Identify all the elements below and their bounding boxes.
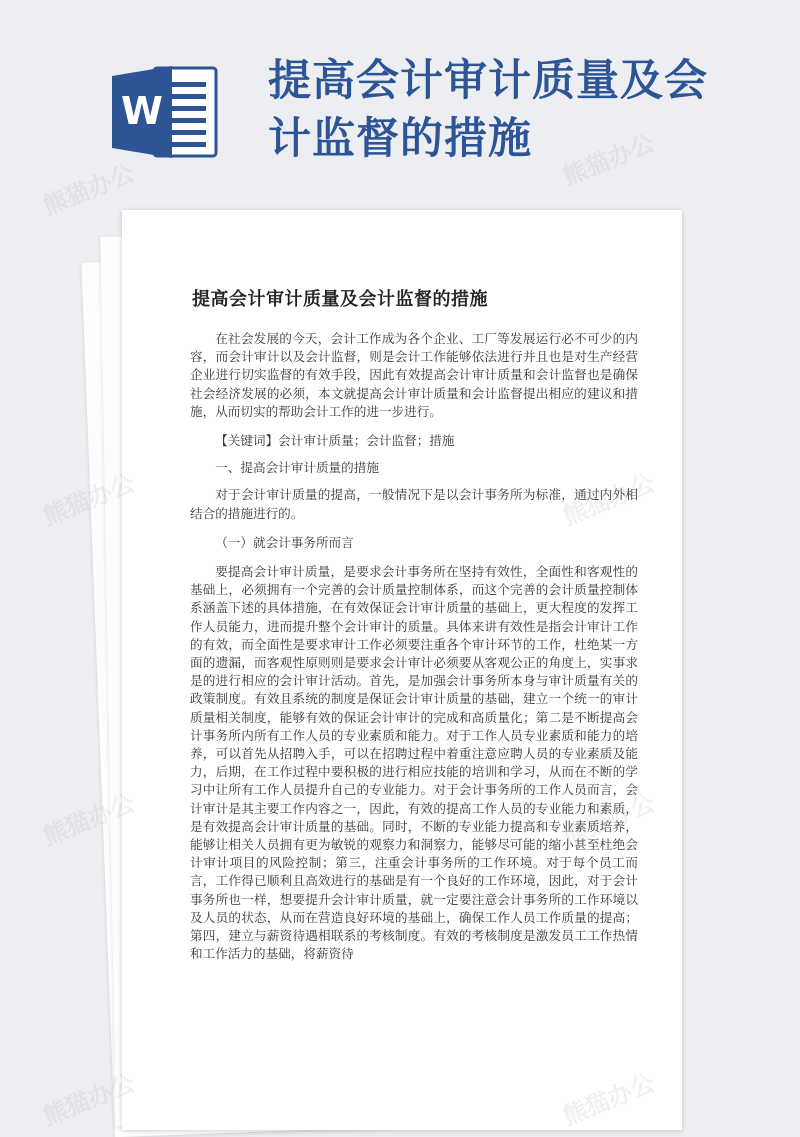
body-paragraph: 对于会计审计质量的提高，一般情况下是以会计事务所为标准，通过内外相结合的措施进行的。: [190, 487, 638, 521]
document-body: [190, 330, 638, 975]
watermark: 熊猫办公: [39, 788, 139, 851]
header-title: 提高会计审计质量及会计监督的措施: [268, 56, 708, 164]
watermark: 熊猫办公: [39, 468, 139, 531]
watermark: 熊猫办公: [39, 1068, 139, 1131]
document-title: 提高会计审计质量及会计监督的措施: [192, 289, 488, 310]
abstract-paragraph: 在社会发展的今天，会计工作成为各个企业、工厂等发展运行必不可少的内容，而会计审计以及会计监督，则是会计工作能够依法进行并且也是对生产经营企业进行切实监督的有效手段，因此有效提高会计审计质量和会计监督也是确保社会经济发展的必须，本文就提高会计审计质量和会计监督提出相应的建议和措施，从而切实的帮助会计工作的进一步进行。: [190, 331, 638, 419]
header: [0, 0, 800, 205]
keywords-line: 【关键词】会计审计质量；会计监督；措施: [215, 433, 455, 449]
body-paragraph: 要提高会计审计质量，是要求会计事务所在坚持有效性，全面性和客观性的基础上，必须拥有一个完善的会计质量控制体系，而这个完善的会计质量控制体系涵盖下述的具体措施，在有效保证会计审计质量的基础上，更大程度的发挥工作人员能力，进而提升整个会计审计的质量。具体来讲有效性是指会计审计工作的有效，而全面性是要求审计工作必须要注重各个审计环节的工作，杜绝某一方面的遗漏，而客观性原则则是要求会计审计必须要从客观公正的角度上，实事求是的进行相应的会计审计活动。首先，是加强会计事务所本身与审计质量有关的政策制度。有效且系统的制度是保证会计审计质量的基础，建立一个统一的审计质量相关制度，能够有效的保证会计审计的完成和高质量化；第二是不断提高会计事务所内所有工作人员的专业素质和能力。对于工作人员专业素质和能力的培养，可以首先从招聘入手，可以在招聘过程中着重注意应聘人员的专业素质及能力，后期，在工作过程中要积极的进行相应技能的培训和学习，从而在不断的学习中让所有工作人员提升自己的专业能力。对于会计事务所的工作人员而言，会计审计是其主要工作内容之一，因此，有效的提高工作人员的专业能力和素质，是有效提高会计审计质量的基础。同时，不断的专业能力提高和专业素质培养，能够让相关人员拥有更为敏锐的观察力和洞察力，能够尽可能的缩小甚至杜绝会计审计项目的风险控制；第三，注重会计事务所的工作环境。对于每个员工而言，工作得已顺利且高效进行的基础是有一个良好的工作环境，因此，对于会计事务所也一样，想要提升会计审计质量，就一定要注意会计事务所的工作环境以及人员的状态，从而在营造良好环境的基础上，确保工作人员工作质量的提高；第四，建立与薪资待遇相联系的考核制度。有效的考核制度是激发员工工作热情和工作活力的基础，将薪资待: [190, 564, 638, 962]
watermark: 熊猫办公: [559, 128, 659, 191]
subsection-heading: （一）就会计事务所而言: [215, 534, 354, 550]
word-document-icon: [110, 62, 220, 162]
svg-text:W: W: [121, 89, 163, 133]
document-page: [122, 210, 682, 1130]
watermark: 熊猫办公: [39, 158, 139, 221]
section-heading: 一、提高会计审计质量的措施: [215, 460, 379, 476]
